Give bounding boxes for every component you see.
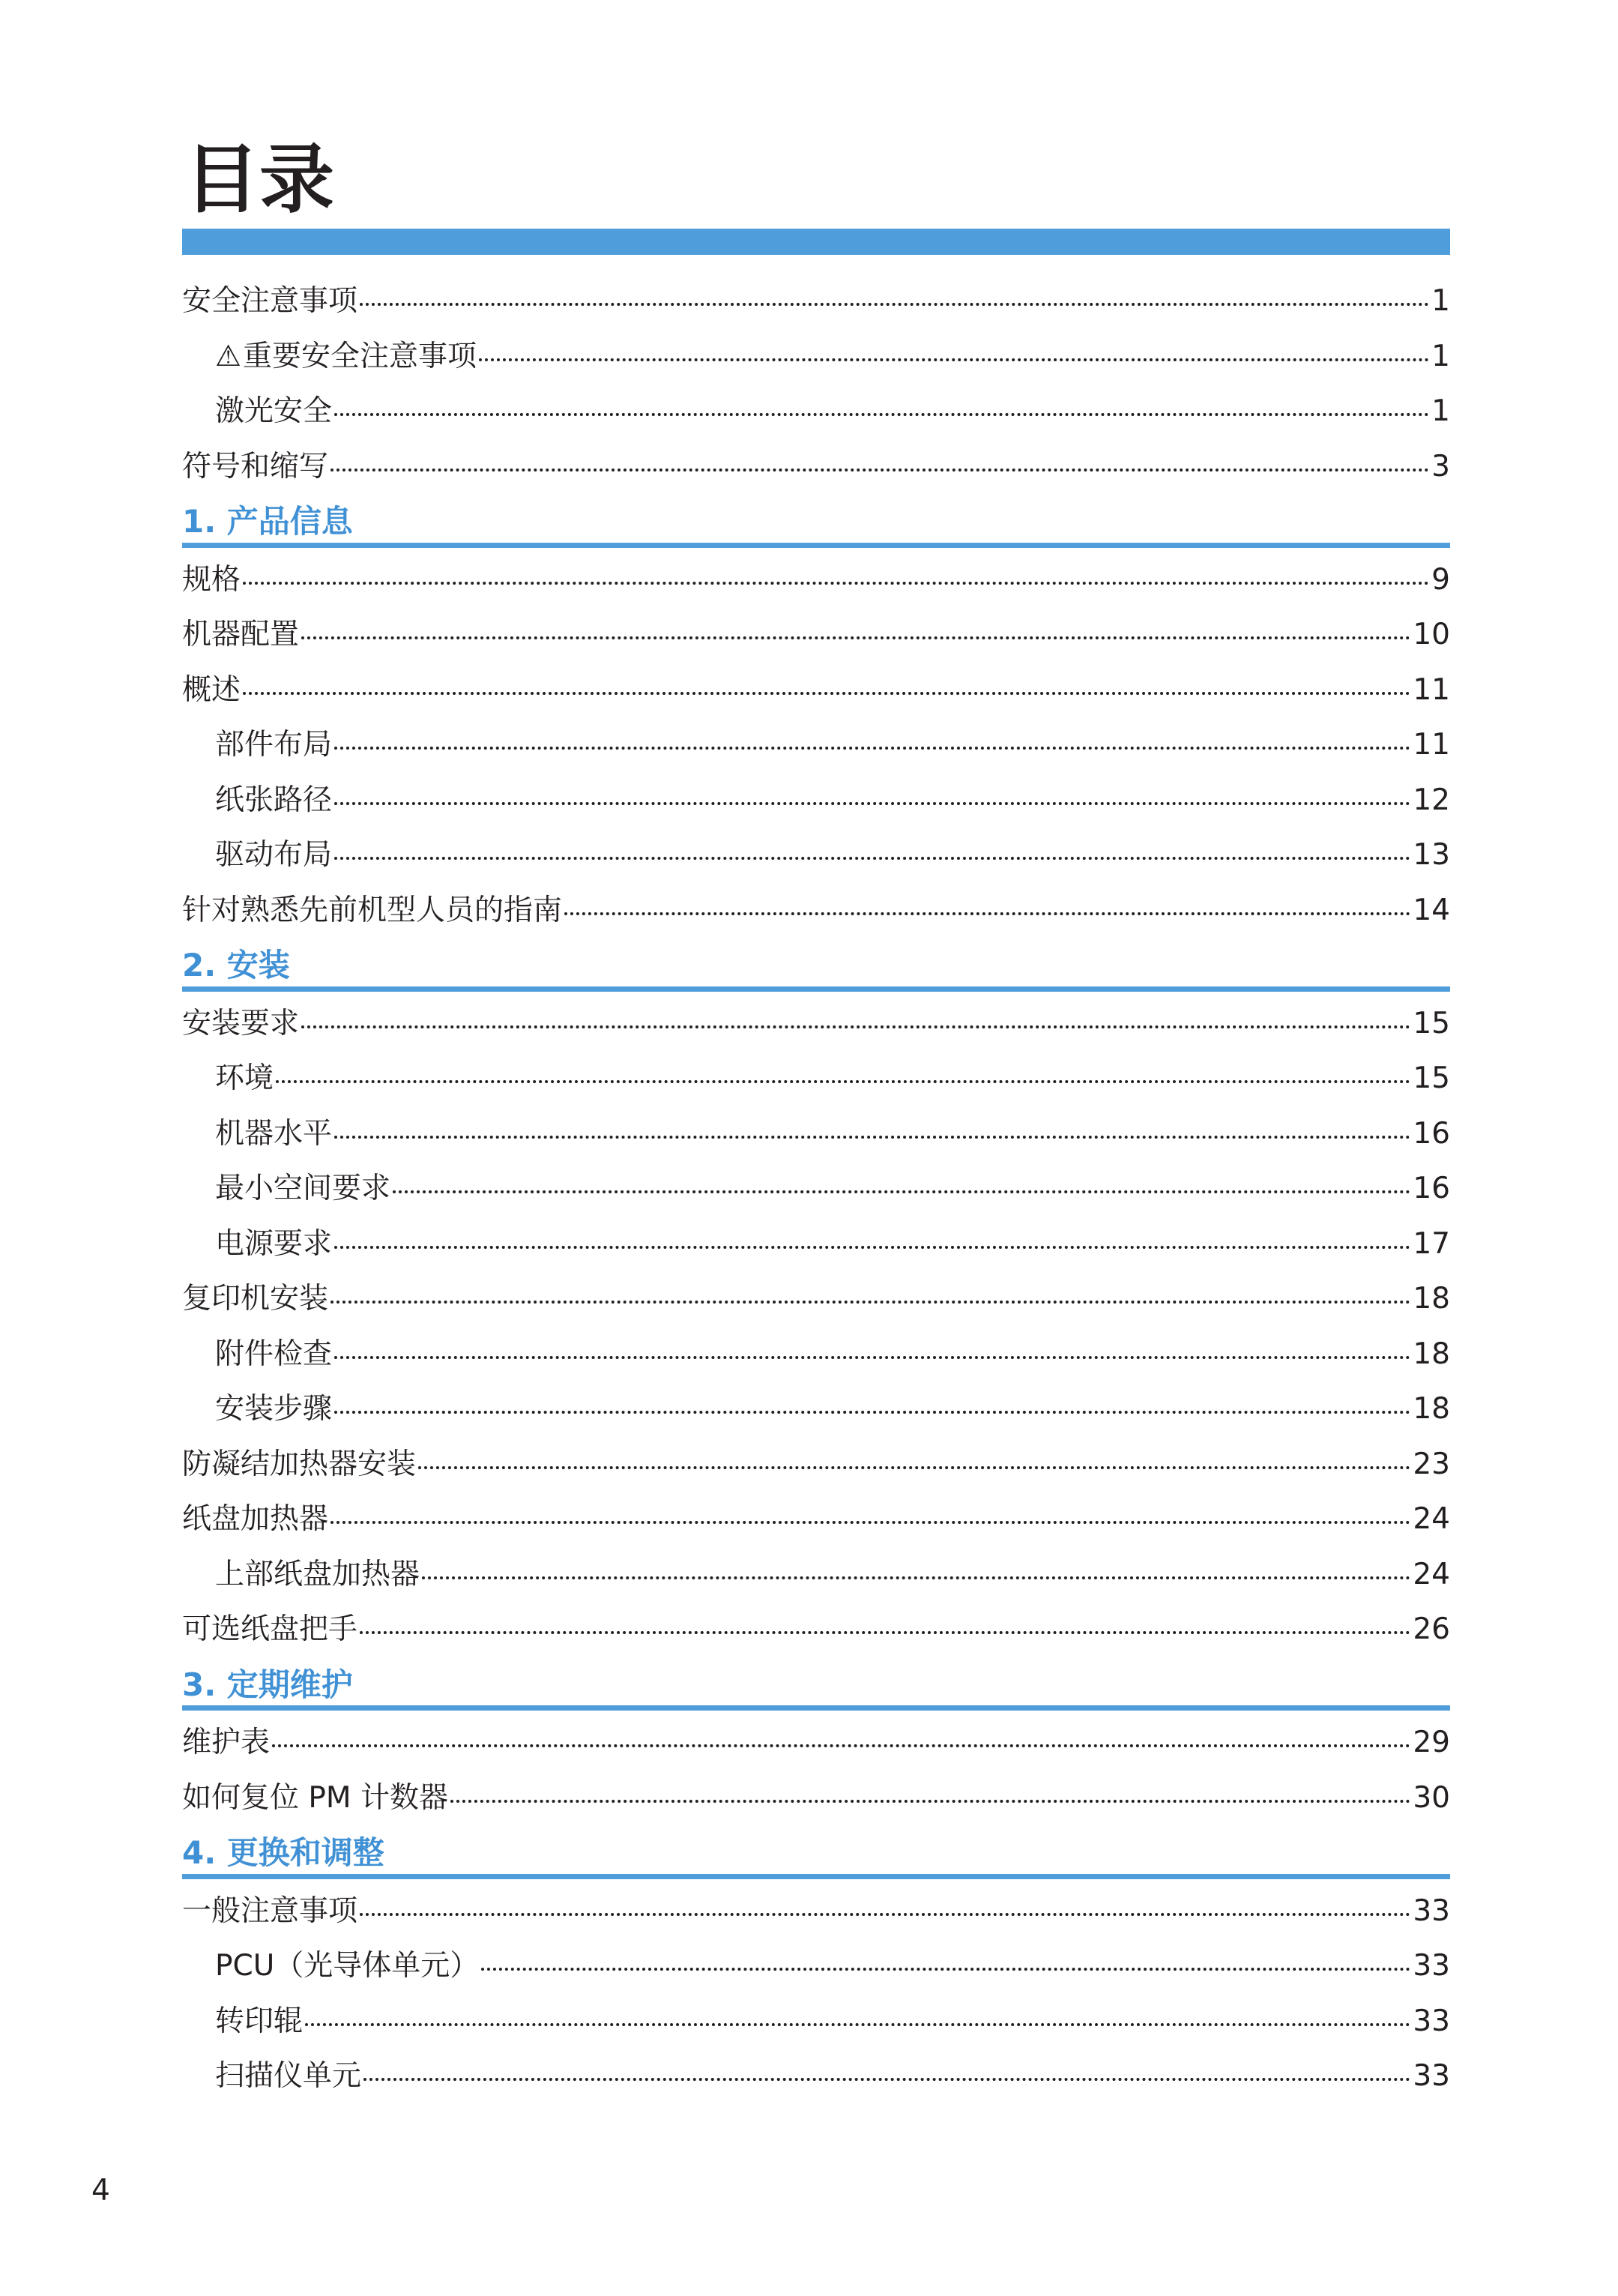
- toc-entry[interactable]: [182, 329, 1450, 385]
- dot-leader: [450, 1800, 1410, 1803]
- toc-entry[interactable]: [182, 607, 1450, 663]
- toc-entry[interactable]: [182, 996, 1450, 1052]
- dot-leader: [334, 857, 1410, 860]
- toc-entry-label: [215, 717, 332, 773]
- chapter-rule: [182, 1705, 1450, 1711]
- toc-entry-text: 针对熟悉先前机型人员的指南: [182, 893, 563, 927]
- toc-entry[interactable]: [182, 1547, 1450, 1603]
- toc-entry-text: 维护表: [182, 1726, 271, 1759]
- toc-entry[interactable]: [182, 828, 1450, 883]
- toc-entry-text: 复印机安装: [182, 1282, 329, 1316]
- toc-entry-text: 机器水平: [215, 1116, 333, 1151]
- toc-page-number: 33: [1413, 2059, 1450, 2093]
- toc-entry-label: [215, 1547, 420, 1603]
- toc-entry-label: [182, 1437, 416, 1492]
- dot-leader: [334, 1356, 1410, 1359]
- toc-entry[interactable]: [182, 1492, 1450, 1547]
- chapter-heading[interactable]: [182, 494, 1450, 549]
- toc-entry[interactable]: [182, 663, 1450, 718]
- toc-entry-label: [215, 1327, 332, 1382]
- toc-entry-text: 如何复位 PM 计数器: [182, 1780, 448, 1815]
- toc-entry-text: 符号和缩写: [182, 449, 329, 483]
- toc-page-number: 24: [1413, 1502, 1450, 1536]
- toc-entry[interactable]: [182, 1938, 1450, 1994]
- toc-entry-label: [182, 663, 241, 718]
- toc-page-number: 18: [1413, 1337, 1450, 1371]
- toc-page-number: 1: [1431, 394, 1450, 428]
- toc-entry[interactable]: [182, 2049, 1450, 2104]
- chapter-title: 1. 产品信息: [182, 503, 353, 540]
- toc-page-number: 33: [1413, 1893, 1450, 1928]
- toc-entry-label: [215, 1994, 303, 2049]
- toc-entry-text: 一般注意事项: [182, 1893, 358, 1928]
- toc-entry-label: [215, 1217, 332, 1272]
- toc-page-number: 11: [1413, 672, 1450, 707]
- toc-entry-label: [182, 1492, 328, 1547]
- toc-page-number: 9: [1431, 562, 1450, 597]
- toc-page-number: 24: [1413, 1557, 1450, 1591]
- dot-leader: [479, 358, 1429, 361]
- toc-page-number: 33: [1413, 1949, 1450, 1983]
- toc-entry-label: [182, 1271, 328, 1327]
- chapter-rule: [182, 1874, 1450, 1879]
- toc-entry-label: [215, 1106, 332, 1162]
- toc-page-number: 10: [1413, 618, 1450, 651]
- toc-page-number: 17: [1413, 1226, 1450, 1261]
- dot-leader: [272, 1744, 1410, 1747]
- toc-entry-text: 扫描仪单元: [215, 2059, 362, 2093]
- toc-page-number: 15: [1413, 1061, 1450, 1095]
- toc-page-number: 16: [1413, 1116, 1450, 1151]
- toc-entry-text: 规格: [182, 562, 241, 597]
- toc-entry-text: 机器配置: [182, 618, 300, 651]
- table-of-contents: [182, 274, 1450, 2104]
- toc-entry[interactable]: [182, 1161, 1450, 1217]
- toc-page-number: 16: [1413, 1172, 1450, 1205]
- toc-entry-text: 安装步骤: [215, 1392, 333, 1426]
- toc-page-number: 15: [1413, 1006, 1450, 1040]
- toc-entry-text: 纸张路径: [215, 783, 333, 817]
- toc-entry[interactable]: [182, 439, 1450, 495]
- toc-entry[interactable]: [182, 1217, 1450, 1272]
- toc-entry-text: 纸盘加热器: [182, 1502, 329, 1536]
- toc-page-number: 23: [1413, 1447, 1450, 1481]
- toc-page-number: 18: [1413, 1282, 1450, 1316]
- toc-page-number: 1: [1431, 339, 1450, 373]
- toc-page-number: 12: [1413, 783, 1450, 817]
- toc-entry[interactable]: [182, 1381, 1450, 1437]
- dot-leader: [243, 582, 1429, 585]
- dot-leader: [330, 1301, 1410, 1304]
- dot-leader: [564, 912, 1410, 915]
- toc-entry-label: [215, 1381, 332, 1437]
- toc-entry-label: [182, 1715, 270, 1771]
- toc-entry-label: [215, 2049, 361, 2104]
- toc-entry-text: 上部纸盘加热器: [215, 1557, 420, 1591]
- toc-entry-label: [215, 828, 332, 883]
- toc-entry[interactable]: [182, 384, 1450, 439]
- toc-page-number: 33: [1413, 2004, 1450, 2038]
- toc-entry-label: [182, 1884, 357, 1939]
- toc-entry-label: [215, 1051, 274, 1106]
- toc-entry-text: 安装要求: [182, 1006, 300, 1040]
- dot-leader: [276, 1080, 1410, 1083]
- toc-entry-label: [215, 1938, 479, 1994]
- dot-leader: [334, 747, 1410, 750]
- toc-entry[interactable]: [182, 1994, 1450, 2049]
- toc-entry-label: [215, 329, 477, 385]
- dot-leader: [393, 1190, 1410, 1193]
- toc-entry[interactable]: [182, 1884, 1450, 1939]
- toc-entry-label: [182, 1771, 448, 1826]
- toc-entry-text: PCU（光导体单元）: [215, 1949, 480, 1983]
- warning-icon: ⚠: [215, 339, 241, 373]
- dot-leader: [301, 1025, 1410, 1028]
- toc-entry[interactable]: [182, 773, 1450, 828]
- toc-entry[interactable]: [182, 1106, 1450, 1162]
- toc-entry-text: 电源要求: [215, 1226, 333, 1261]
- toc-entry[interactable]: [182, 883, 1450, 938]
- dot-leader: [334, 1411, 1410, 1414]
- toc-entry-label: [182, 439, 328, 495]
- toc-entry-text: 驱动布局: [215, 838, 333, 872]
- toc-page-number: 18: [1413, 1392, 1450, 1426]
- dot-leader: [334, 413, 1429, 416]
- toc-entry-label: [215, 773, 332, 828]
- dot-leader: [330, 1521, 1410, 1524]
- toc-entry[interactable]: [182, 1437, 1450, 1492]
- page-number: 4: [91, 2174, 110, 2208]
- toc-entry-label: [182, 274, 357, 329]
- toc-entry-text: 概述: [182, 672, 241, 707]
- toc-entry-label: [182, 996, 299, 1052]
- dot-leader: [360, 1631, 1410, 1634]
- toc-entry-label: [182, 1602, 357, 1657]
- toc-entry-text: 最小空间要求: [215, 1172, 391, 1205]
- dot-leader: [360, 1913, 1410, 1916]
- dot-leader: [481, 1968, 1410, 1971]
- toc-entry-label: [182, 607, 299, 663]
- toc-page-number: 13: [1413, 838, 1450, 872]
- title-underline-bar: [182, 229, 1450, 255]
- dot-leader: [301, 636, 1410, 639]
- toc-entry-text: 激光安全: [215, 394, 333, 428]
- dot-leader: [305, 2023, 1410, 2026]
- dot-leader: [334, 1136, 1410, 1139]
- toc-page-number: 1: [1431, 284, 1450, 318]
- toc-entry[interactable]: [182, 1715, 1450, 1771]
- toc-entry-label: [215, 1161, 390, 1217]
- toc-entry[interactable]: [182, 1327, 1450, 1382]
- chapter-heading[interactable]: [182, 938, 1450, 993]
- chapter-title: 2. 安装: [182, 947, 290, 983]
- toc-entry[interactable]: [182, 1051, 1450, 1106]
- toc-entry-label: [215, 384, 332, 439]
- page-title: 目录: [184, 136, 334, 223]
- toc-entry-text: 部件布局: [215, 728, 333, 762]
- toc-entry-text: 重要安全注意事项: [242, 339, 477, 373]
- toc-entry-text: 附件检查: [215, 1337, 333, 1371]
- dot-leader: [418, 1466, 1410, 1469]
- toc-page-number: 3: [1431, 449, 1450, 483]
- dot-leader: [334, 1246, 1410, 1249]
- toc-entry[interactable]: [182, 274, 1450, 329]
- chapter-title: 4. 更换和调整: [182, 1834, 384, 1871]
- toc-entry[interactable]: [182, 1271, 1450, 1327]
- toc-entry-text: 安全注意事项: [182, 284, 358, 318]
- dot-leader: [422, 1576, 1410, 1579]
- toc-entry-text: 可选纸盘把手: [182, 1612, 358, 1646]
- toc-entry-label: [182, 883, 562, 938]
- toc-entry-text: 防凝结加热器安装: [182, 1447, 417, 1481]
- dot-leader: [363, 2078, 1410, 2081]
- dot-leader: [330, 468, 1429, 471]
- chapter-heading[interactable]: [182, 1825, 1450, 1881]
- toc-page-number: 30: [1413, 1780, 1450, 1815]
- dot-leader: [334, 802, 1410, 805]
- toc-page-number: 11: [1413, 728, 1450, 762]
- toc-entry[interactable]: [182, 1602, 1450, 1657]
- toc-page-number: 14: [1413, 893, 1450, 927]
- toc-entry[interactable]: [182, 717, 1450, 773]
- chapter-title: 3. 定期维护: [182, 1666, 353, 1703]
- chapter-heading[interactable]: [182, 1657, 1450, 1713]
- toc-page-number: 26: [1413, 1612, 1450, 1646]
- toc-entry-label: [182, 552, 241, 608]
- toc-entry[interactable]: [182, 1771, 1450, 1826]
- chapter-rule: [182, 986, 1450, 992]
- toc-entry[interactable]: [182, 552, 1450, 608]
- chapter-rule: [182, 543, 1450, 548]
- dot-leader: [243, 692, 1410, 695]
- toc-page-number: 29: [1413, 1726, 1450, 1759]
- dot-leader: [360, 303, 1429, 306]
- toc-entry-text: 环境: [215, 1061, 274, 1095]
- toc-entry-text: 转印辊: [215, 2004, 304, 2038]
